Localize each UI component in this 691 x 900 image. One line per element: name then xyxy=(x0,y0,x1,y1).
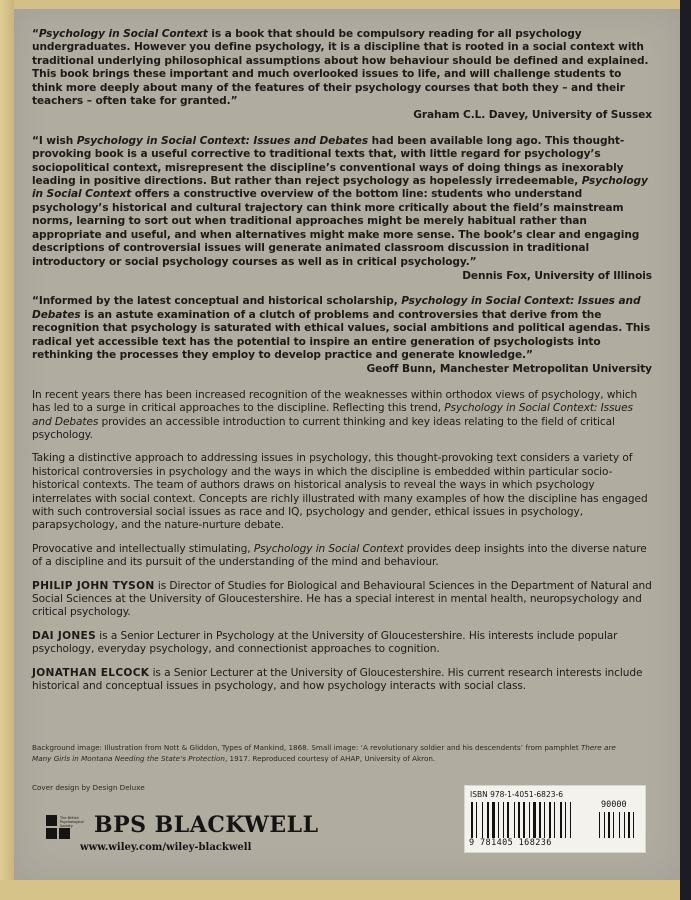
text-run: is an astute examination of a clutch of problems and controversies that derive from the recognition that psychology is saturated with ethical values, social ambitions and political agendas. This radical yet accessible text has the potential to inspire an entire generation of psychologists into rethinking the processes they employ to develop practice and generate knowledge.” xyxy=(32,308,651,361)
barcode-stripe xyxy=(492,802,495,838)
text-run: Taking a distinctive approach to addressing issues in psychology, this thought-provoking text considers a variety of historical controversies in psychology and the ways in which the discipline is embedded within particular socio-historical contexts. The team of authors draws on historical analysis to reveal the ways in which psychology interrelates with social context. Concepts are richly illustrated with many examples of how the discipline has engaged with such controversial social issues as race and IQ, psychology and gender, ethical issues in psychology, parapsychology, and the nature-nurture debate. xyxy=(32,452,648,532)
description-paragraph xyxy=(32,452,652,532)
barcode-stripe xyxy=(608,812,610,838)
author-bio xyxy=(32,667,652,694)
barcode-addon-bars xyxy=(599,812,639,838)
author-name: PHILIP JOHN TYSON xyxy=(32,579,155,592)
text-run: provides deep insights into the diverse nature of a discipline and its pursuit of the understanding of the mind and behaviour. xyxy=(32,542,647,569)
italic-title: Psychology in Social Context xyxy=(32,175,648,201)
author-name: DAI JONES xyxy=(32,629,97,642)
barcode-stripe xyxy=(633,812,634,838)
book-spine-edge xyxy=(680,0,691,900)
barcode-stripe xyxy=(554,802,555,838)
barcode-stripe xyxy=(518,802,520,838)
italic-title: Psychology in Social Context: Issues and Debates xyxy=(32,295,641,321)
barcode-stripe xyxy=(628,812,630,838)
barcode-stripe xyxy=(503,802,504,838)
cover-design-credit: Cover design by Design Deluxe xyxy=(32,783,145,792)
italic-title: Psychology in Social Context: Issues and Debates xyxy=(76,134,369,147)
barcode-stripe xyxy=(624,812,625,838)
barcode-stripe xyxy=(565,802,566,838)
author-bio xyxy=(32,630,652,657)
author-bio-text: is a Senior Lecturer at the University of Gloucestershire. His current research interests include historical and conceptual issues in psychology, and how psychology interacts with social class. xyxy=(32,666,643,693)
description-paragraph xyxy=(32,389,652,443)
bps-logo-icon xyxy=(46,815,88,841)
barcode-stripe xyxy=(523,802,525,838)
isbn-barcode xyxy=(464,785,646,853)
description-paragraph xyxy=(32,543,652,570)
text-run: , 1917. Reproduced courtesy of AHAP, University of Akron. xyxy=(224,754,436,763)
quote-text xyxy=(32,28,652,108)
image-credits xyxy=(32,742,632,764)
italic-title: Psychology in Social Context xyxy=(38,28,208,40)
text-run: Provocative and intellectually stimulating, xyxy=(32,542,254,555)
barcode-stripe xyxy=(514,802,515,838)
barcode-stripe xyxy=(549,802,551,838)
table-surface-bottom xyxy=(0,880,691,900)
barcode-number: 9 781405 168236 xyxy=(469,838,552,848)
quote-text xyxy=(32,295,652,362)
author-bios xyxy=(32,580,652,694)
table-surface-left xyxy=(0,0,14,900)
endorsement-quote xyxy=(32,28,652,123)
text-run: Background image: Illustration from Nott & Gliddon, Types of Mankind, 1868. Small image: ‘A revolutionary soldier and his descendents’ from pamphlet xyxy=(32,743,581,752)
text-run: “Informed by the latest conceptual and historical scholarship, xyxy=(32,295,402,308)
text-run: “ xyxy=(32,28,39,40)
barcode-stripe xyxy=(613,812,614,838)
author-bio xyxy=(32,580,652,620)
barcode-stripe xyxy=(619,812,620,838)
endorsement-quotes xyxy=(32,28,652,377)
text-run: had been available long ago. This thought-provoking book is a useful corrective to traditional texts that, with little regard for psychology’s sociopolitical context, misrepresent the discipline’s conventional ways of doing things as inexorably leading in positive directions. But rather than reject psychology as hopelessly irredeemable, xyxy=(32,134,625,188)
barcode-stripe xyxy=(533,802,536,838)
text-run: is a book that should be compulsory reading for all psychology undergraduates. However you define psychology, it is a discipline that is rooted in a social context with traditional underlying philosophical assumptions about how behaviour should be defined and explained. This book brings these important and much overlooked issues to life, and will challenge students to think more deeply about many of the features of their psychology courses that both they – and their teachers – often take for granted.” xyxy=(32,28,649,108)
barcode-stripe xyxy=(507,802,509,838)
author-bio-text: is Director of Studies for Biological and Behavioural Sciences in the Department of Natural and Social Sciences at the University of Gloucestershire. He has a special interest in mental health, neuropsychology and critical psychology. xyxy=(32,579,652,619)
barcode-stripe xyxy=(560,802,562,838)
bps-logo-text: The British Psychological Society xyxy=(60,816,84,828)
isbn-label: ISBN 978-1-4051-6823-6 xyxy=(470,790,563,799)
italic-title: Psychology in Social Context xyxy=(253,542,404,555)
text-run: offers a constructive overview of the bottom line: students who understand psychology’s historical and cultural trajectory can think more critically about the field’s mainstream norms, learning to sort out when traditional approaches might be merely habitual rather than appropriate and useful, and when alternatives might make more sense. The book’s clear and engaging descriptions of controversial issues will generate animated classroom discussion in traditional introductory or social psychology courses as well as in critical psychology.” xyxy=(32,188,640,268)
italic-title: There are Many Girls in Montana Needing the State’s Protection xyxy=(32,743,616,763)
barcode-addon: 90000 xyxy=(601,800,627,810)
barcode-stripe xyxy=(529,802,530,838)
barcode-stripe xyxy=(487,802,489,838)
barcode-bars xyxy=(471,802,591,838)
cover-content xyxy=(32,28,652,703)
publisher-url[interactable]: www.wiley.com/wiley-blackwell xyxy=(80,842,252,853)
quote-attribution: Graham C.L. Davey, University of Sussex xyxy=(413,109,652,122)
quote-attribution: Dennis Fox, University of Illinois xyxy=(462,269,652,282)
author-bio-text: is a Senior Lecturer in Psychology at the University of Gloucestershire. His interests include popular psychology, everyday psychology, and connectionist approaches to cognition. xyxy=(32,629,618,656)
endorsement-quote xyxy=(32,135,652,283)
text-run: provides an accessible introduction to current thinking and key ideas relating to the field of critical psychology. xyxy=(32,415,615,441)
publisher-name: BPS BLACKWELL xyxy=(94,812,319,838)
italic-title: Psychology in Social Context: Issues and Debates xyxy=(32,402,633,428)
barcode-stripe xyxy=(599,812,600,838)
endorsement-quote xyxy=(32,295,652,376)
barcode-stripe xyxy=(604,812,605,838)
barcode-stripe xyxy=(471,802,473,838)
barcode-stripe xyxy=(539,802,541,838)
barcode-stripe xyxy=(544,802,545,838)
author-name: JONATHAN ELCOCK xyxy=(32,666,150,679)
barcode-stripe xyxy=(482,802,483,838)
quote-text xyxy=(32,135,652,269)
text-run: In recent years there has been increased recognition of the weaknesses within orthodox views of psychology, which has led to a surge in critical approaches to the discipline. Reflecting this trend, xyxy=(32,388,638,415)
barcode-stripe xyxy=(498,802,499,838)
text-run: “I wish xyxy=(32,134,77,147)
barcode-stripe xyxy=(570,802,571,838)
barcode-stripe xyxy=(476,802,477,838)
quote-attribution: Geoff Bunn, Manchester Metropolitan University xyxy=(366,363,652,376)
book-description xyxy=(32,389,652,570)
